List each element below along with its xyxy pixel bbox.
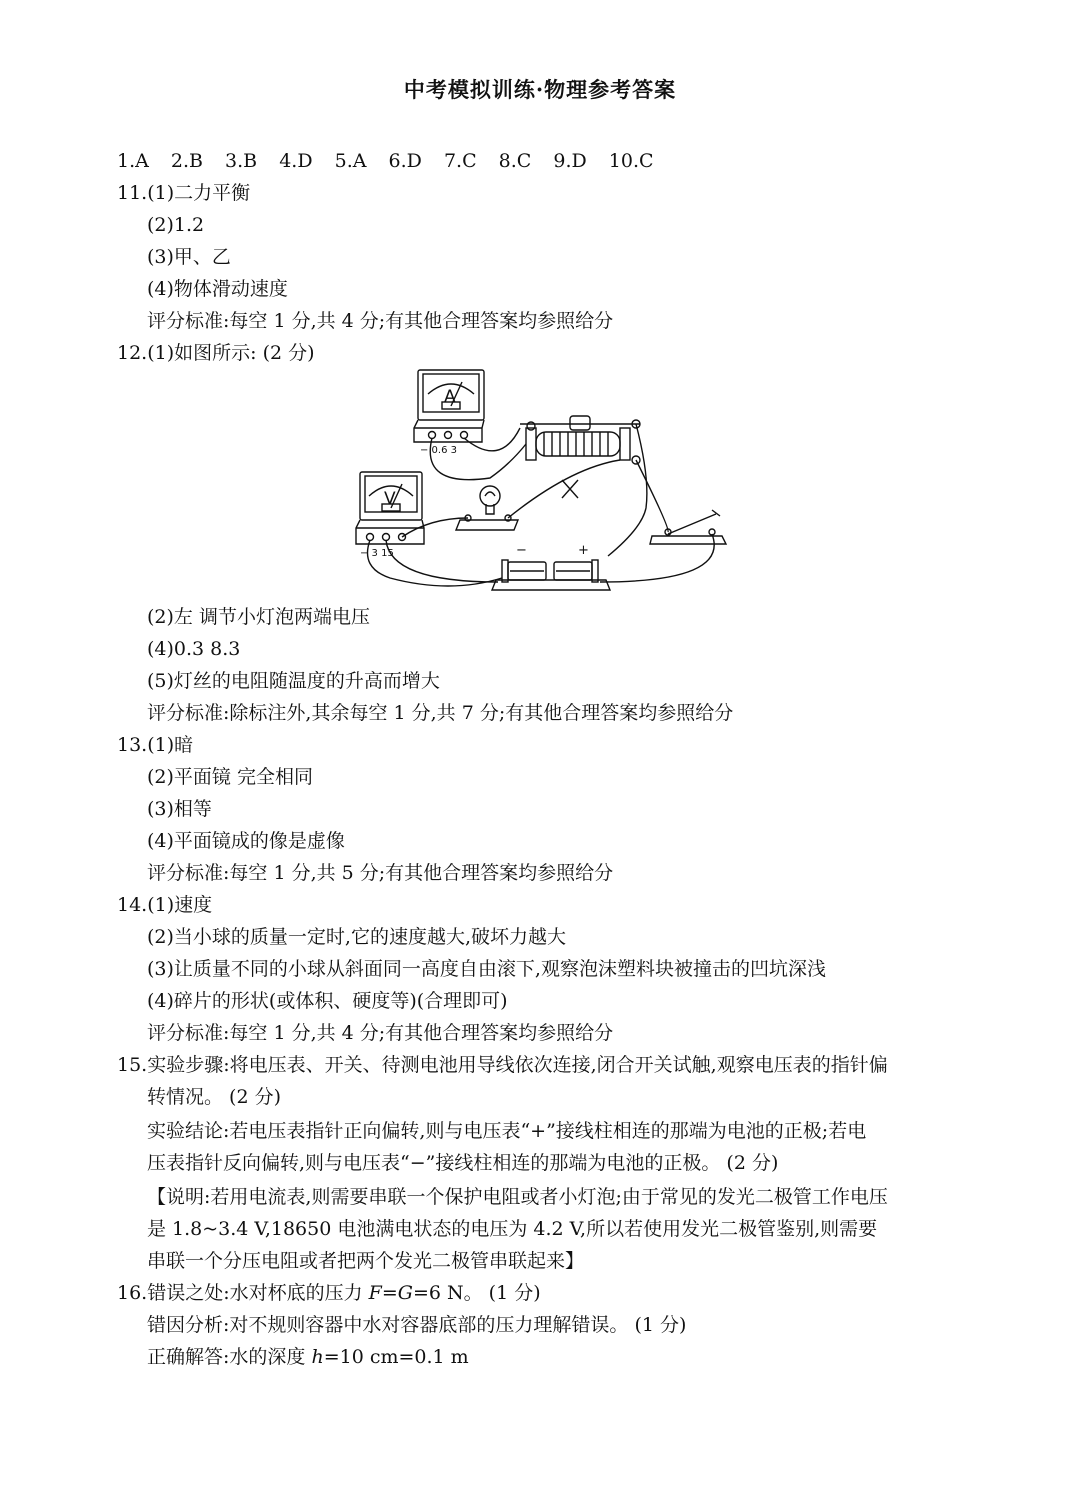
q16-solution-value: =10 cm=0.1 m: [323, 1346, 469, 1368]
q13-answer-1: 13.(1)暗: [117, 734, 194, 756]
battery-plus-label: +: [578, 543, 589, 558]
lamp: [456, 486, 518, 530]
voltmeter-symbol-label: V: [384, 489, 396, 509]
q14-scoring-standard: 评分标准:每空 1 分,共 4 分;有其他合理答案均参照给分: [147, 1022, 614, 1044]
q13-scoring-standard: 评分标准:每空 1 分,共 5 分;有其他合理答案均参照给分: [147, 862, 614, 884]
q15-note-line-1: 【说明:若用电流表,则需要串联一个保护电阻或者小灯泡;由于常见的发光二极管工作电压: [147, 1186, 888, 1208]
mc-answer: 6.D: [388, 150, 422, 172]
q13-answer-3: (3)相等: [147, 798, 212, 820]
q14-answer-1: 14.(1)速度: [117, 894, 213, 916]
q12-answer-1: 12.(1)如图所示: (2 分): [117, 342, 315, 364]
q14-answer-2: (2)当小球的质量一定时,它的速度越大,破坏力越大: [147, 926, 566, 948]
ammeter-symbol-label: A: [444, 387, 456, 407]
mc-answer: 10.C: [608, 150, 654, 172]
q15-step-line-1: 15.实验步骤:将电压表、开关、待测电池用导线依次连接,闭合开关试触,观察电压表的指针偏: [117, 1054, 888, 1076]
page-title: 中考模拟训练·物理参考答案: [403, 77, 677, 102]
q16-error-text: 16.错误之处:水对杯底的压力: [117, 1282, 369, 1304]
q11-answer-3: (3)甲、乙: [147, 246, 231, 268]
mc-answer: 9.D: [553, 150, 587, 172]
q13-answer-4: (4)平面镜成的像是虚像: [147, 830, 345, 852]
q16-solution-line: [147, 1344, 469, 1370]
q12-scoring-standard: 评分标准:除标注外,其余每空 1 分,共 7 分;有其他合理答案均参照给分: [147, 702, 734, 724]
q16-cause-analysis: 错因分析:对不规则容器中水对容器底部的压力理解错误。 (1 分): [147, 1314, 687, 1336]
q14-answer-4: (4)碎片的形状(或体积、硬度等)(合理即可): [147, 990, 508, 1012]
battery-holder: [492, 560, 610, 590]
mc-answer: 5.A: [334, 150, 367, 172]
q16-error-line: [117, 1280, 541, 1306]
force-variable-f: F: [368, 1282, 382, 1304]
mc-answer: 2.B: [170, 150, 203, 172]
q15-conclusion-line-1: 实验结论:若电压表指针正向偏转,则与电压表“+”接线柱相连的那端为电池的正极;若电: [147, 1120, 867, 1142]
equals-sign: =: [381, 1282, 398, 1304]
q12-answer-5: (5)灯丝的电阻随温度的升高而增大: [147, 670, 440, 692]
q15-step-line-2: 转情况。 (2 分): [147, 1086, 281, 1108]
voltmeter-terminal-labels: − 3 15: [360, 548, 394, 559]
mc-answer: 3.B: [225, 150, 258, 172]
ammeter-terminal-labels: − 0.6 3: [420, 445, 458, 456]
q15-note-line-3: 串联一个分压电阻或者把两个发光二极管串联起来】: [147, 1250, 585, 1272]
q12-answer-2: (2)左 调节小灯泡两端电压: [147, 606, 370, 628]
q11-answer-2: (2)1.2: [147, 214, 205, 236]
q13-answer-2: (2)平面镜 完全相同: [147, 766, 313, 788]
q16-error-value: =6 N。 (1 分): [412, 1282, 541, 1304]
battery-minus-label: −: [516, 543, 527, 558]
q11-scoring-standard: 评分标准:每空 1 分,共 4 分;有其他合理答案均参照给分: [147, 310, 614, 332]
q15-conclusion-line-2: 压表指针反向偏转,则与电压表“−”接线柱相连的那端为电池的正极。 (2 分): [147, 1152, 779, 1174]
switch: [650, 510, 726, 544]
depth-variable-h: h: [311, 1346, 324, 1368]
q11-answer-1: 11.(1)二力平衡: [117, 182, 251, 204]
q11-answer-4: (4)物体滑动速度: [147, 278, 288, 300]
q12-answer-4: (4)0.3 8.3: [147, 638, 241, 660]
wrong-wire-cross-mark: [562, 480, 578, 498]
gravity-variable-g: G: [397, 1282, 413, 1304]
circuit-diagram: [350, 368, 740, 594]
q15-note-line-2: 是 1.8~3.4 V,18650 电池满电状态的电压为 4.2 V,所以若使用发光二极管鉴别,则需要: [147, 1218, 878, 1240]
q14-answer-3: (3)让质量不同的小球从斜面同一高度自由滚下,观察泡沫塑料块被撞击的凹坑深浅: [147, 958, 826, 980]
rheostat: [520, 416, 640, 464]
mc-answer: 7.C: [443, 150, 477, 172]
mc-answer: 1.A: [117, 150, 149, 172]
mc-answer: 4.D: [279, 150, 313, 172]
mc-answers-row: [117, 148, 670, 174]
q16-solution-text: 正确解答:水的深度: [147, 1346, 312, 1368]
mc-answer: 8.C: [498, 150, 532, 172]
